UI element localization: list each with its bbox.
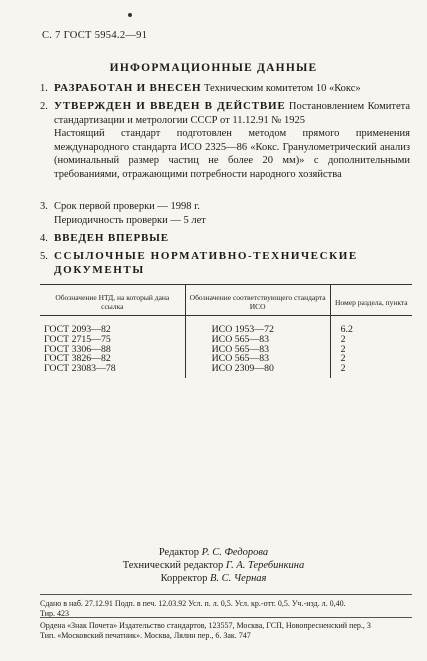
editor-label: Редактор [158, 547, 199, 558]
table-cell: ИСО 565—83 [185, 354, 330, 364]
imprint-line: Тир. 423 [40, 609, 69, 618]
divider [40, 617, 412, 618]
table-cell: ИСО 1953—72 [185, 316, 330, 335]
page-header: С. 7 ГОСТ 5954.2—91 [42, 30, 148, 41]
item-heading: РАЗРАБОТАН И ВНЕСЕН [54, 82, 202, 94]
corrector-name: В. С. Черная [210, 573, 267, 584]
info-item-4 [40, 232, 410, 246]
editors-block [0, 546, 427, 585]
references-table [40, 284, 412, 378]
divider [40, 594, 412, 595]
publisher-block [40, 621, 420, 641]
column-header: Обозначение НТД, на который дана ссылка [40, 285, 185, 316]
paragraph-line: международного стандарта ИСО 2325—86 «Кокс. Гранулометрический анализ (номинальный размер частиц не более 20 мм)» [54, 141, 410, 166]
imprint-line: Сдано в наб. 27.12.91 Подп. в печ. 12.03.92 Усл. п. л. 0,5. Усл. кр.-отт. 0,5. Уч.-изд. л. 0,40. [40, 599, 346, 608]
item-text: Техническим комитетом 10 «Кокс» [201, 83, 361, 94]
table-cell: ГОСТ 3826—82 [40, 354, 185, 364]
table-cell: ИСО 565—83 [185, 345, 330, 355]
table-cell: 2 [340, 333, 346, 345]
table-row [40, 364, 412, 378]
paragraph-line: Настоящий стандарт подготовлен методом прямого применения [54, 128, 410, 139]
corrector-line [0, 572, 427, 585]
print-speck [128, 13, 132, 17]
table-cell: ИСО 565—83 [185, 335, 330, 345]
item-heading: УТВЕРЖДЕН И ВВЕДЕН В ДЕЙСТВИЕ [54, 100, 286, 112]
table-cell: 2 [340, 353, 346, 365]
printer-line: Тип. «Московский печатник». Москва, Лялин пер., 6. Зак. 747 [40, 631, 251, 640]
item-number: 2. [40, 101, 48, 112]
info-item-2 [40, 100, 410, 181]
check-period-line: Периодичность проверки — 5 лет [54, 214, 206, 226]
item-heading: ВВЕДЕН ВПЕРВЫЕ [54, 232, 169, 244]
editor-line [0, 546, 427, 559]
table-row [40, 316, 412, 335]
table-cell: ГОСТ 2093—82 [40, 316, 185, 335]
info-item-3 [40, 200, 410, 227]
table-cell: 2 [340, 363, 346, 375]
table-cell: 6.2 [340, 324, 353, 335]
table-header-row [40, 285, 412, 316]
first-check-line: Срок первой проверки — 1998 г. [54, 201, 200, 212]
item-heading: ССЫЛОЧНЫЕ НОРМАТИВНО-ТЕХНИЧЕСКИЕ ДОКУМЕНТЫ [54, 250, 358, 276]
item-text: Постановлением Комитета стандартизации и метрологии СССР от 11.12.91 № 1925 [54, 101, 410, 126]
table-cell: ГОСТ 2715—75 [40, 335, 185, 345]
item-paragraph [54, 127, 410, 181]
item-number: 5. [40, 251, 48, 262]
tech-editor-label: Технический редактор [122, 560, 224, 571]
info-item-5 [40, 250, 410, 277]
paragraph-line: с дополнительными требованиями, отражающими потребности [54, 155, 410, 180]
publisher-line: Ордена «Знак Почета» Издательство стандартов, 123557, Москва, ГСП, Новопресненский пер., 3 [40, 621, 371, 630]
table-cell: ГОСТ 3306—88 [40, 345, 185, 355]
page-title: ИНФОРМАЦИОННЫЕ ДАННЫЕ [109, 62, 318, 74]
item-number: 4. [40, 233, 48, 244]
tech-editor-line [0, 559, 427, 572]
paragraph-line: народного хозяйства [249, 168, 342, 180]
column-header: Номер раздела, пункта [330, 285, 412, 316]
item-number: 1. [40, 83, 48, 94]
table-cell: ИСО 2309—80 [185, 364, 330, 378]
info-item-1 [40, 82, 410, 96]
corrector-label: Корректор [160, 573, 208, 584]
editor-name: Р. С. Федорова [201, 547, 269, 558]
table-cell: 2 [340, 343, 346, 355]
column-header: Обозначение соответствующего стандарта ИСО [185, 285, 330, 316]
tech-editor-name: Г. А. Теребинкина [225, 560, 305, 571]
table-cell: ГОСТ 23083—78 [40, 364, 185, 378]
imprint-block [40, 599, 415, 619]
item-number: 3. [40, 201, 48, 212]
